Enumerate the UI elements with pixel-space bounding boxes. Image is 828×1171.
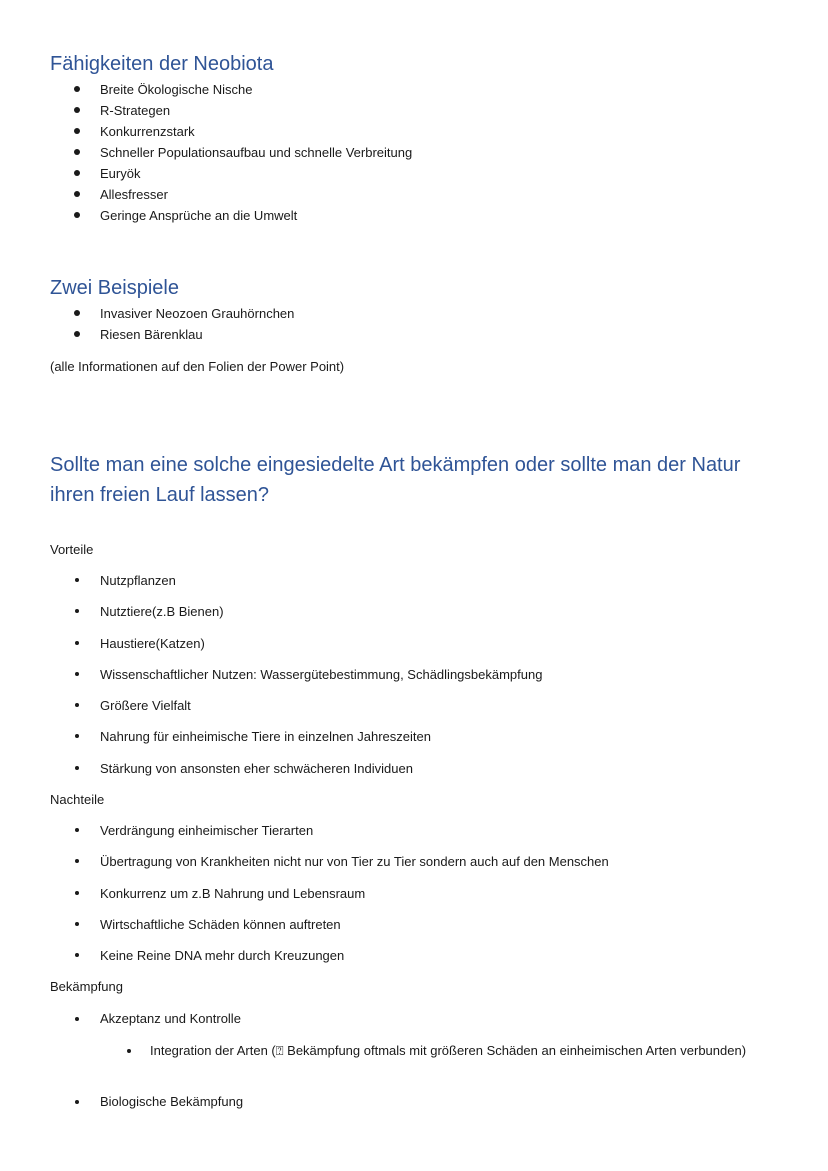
list-item — [0, 940, 828, 971]
list-beispiele — [0, 303, 828, 345]
list-item-text: Wirtschaftliche Schäden können auftreten — [100, 916, 341, 932]
bullet-icon — [74, 128, 80, 134]
bullet-icon — [74, 170, 80, 176]
list-item-text: Riesen Bärenklau — [100, 327, 203, 342]
list-item-text: Größere Vielfalt — [100, 698, 191, 714]
list-item — [0, 184, 828, 205]
label-vorteile: Vorteile — [50, 542, 94, 557]
bullet-icon — [75, 609, 79, 613]
list-item — [0, 753, 828, 784]
list-item — [0, 690, 828, 721]
list-item — [0, 303, 828, 324]
list-item-text: Akzeptanz und Kontrolle — [100, 1011, 241, 1026]
heading-beispiele: Zwei Beispiele — [50, 277, 179, 299]
list-item — [0, 121, 828, 142]
list-item-text: Wissenschaftlicher Nutzen: Wassergütebestimmung, Schädlingsbekämpfung — [100, 666, 543, 682]
list-item — [0, 878, 828, 909]
list-item-text: Stärkung von ansonsten eher schwächeren Individuen — [100, 760, 413, 776]
bullet-icon — [75, 859, 79, 863]
list-item-text: Keine Reine DNA mehr durch Kreuzungen — [100, 948, 345, 964]
list-item — [0, 79, 828, 100]
list-item — [0, 628, 828, 659]
bullet-icon — [74, 331, 80, 337]
list-nachteile — [0, 815, 828, 971]
list-item-text: Geringe Ansprüche an die Umwelt — [100, 208, 298, 223]
list-item — [0, 721, 828, 752]
note-powerpoint: (alle Informationen auf den Folien der Power Point) — [50, 359, 345, 374]
list-neobiota — [0, 79, 828, 226]
list-item — [0, 324, 828, 345]
bullet-icon — [74, 149, 80, 155]
sub-list-item-text: Integration der Arten (⍰ Bekämpfung oftmals mit größeren Schäden an einheimischen Arten verbunden) — [150, 1043, 747, 1058]
label-bekaempfung: Bekämpfung — [50, 979, 123, 994]
list-item — [0, 205, 828, 226]
bullet-icon — [75, 922, 79, 926]
list-item — [0, 846, 828, 877]
list-item-text: Haustiere(Katzen) — [100, 635, 205, 651]
list-item-text: Biologische Bekämpfung — [100, 1094, 244, 1109]
bullet-icon — [74, 212, 80, 218]
bullet-icon — [74, 107, 80, 113]
heading-neobiota: Fähigkeiten der Neobiota — [50, 53, 274, 75]
bullet-icon — [75, 766, 79, 770]
bullet-icon — [75, 891, 79, 895]
list-vorteile — [0, 565, 828, 784]
list-item-text: Konkurrenzstark — [100, 124, 195, 139]
bullet-icon — [75, 1100, 79, 1104]
list-item-text: Verdrängung einheimischer Tierarten — [100, 823, 314, 838]
list-item — [0, 565, 828, 596]
list-item — [0, 659, 828, 690]
list-item-text: Invasiver Neozoen Grauhörnchen — [100, 306, 295, 321]
bullet-icon — [127, 1049, 131, 1053]
list-item — [0, 163, 828, 184]
label-nachteile: Nachteile — [50, 792, 105, 807]
list-item-text: Konkurrenz um z.B Nahrung und Lebensraum — [100, 885, 366, 901]
bullet-icon — [75, 734, 79, 738]
bullet-icon — [74, 86, 80, 92]
list-item — [0, 815, 828, 846]
sub-list-item — [150, 1041, 750, 1061]
bullet-icon — [75, 1017, 79, 1021]
list-item-text: Nutzpflanzen — [100, 573, 176, 588]
bullet-icon — [75, 641, 79, 645]
heading-question: Sollte man eine solche eingesiedelte Art bekämpfen oder sollte man der Natur ihren freien Lauf lassen? — [50, 454, 741, 506]
list-item — [0, 596, 828, 627]
bullet-icon — [75, 578, 79, 582]
bullet-icon — [74, 191, 80, 197]
list-item-text: R-Strategen — [100, 103, 171, 118]
list-item — [100, 1009, 241, 1029]
list-item — [0, 909, 828, 940]
list-item — [0, 100, 828, 121]
list-item-text: Nutztiere(z.B Bienen) — [100, 604, 224, 620]
list-item-text: Allesfresser — [100, 187, 168, 202]
bullet-icon — [75, 828, 79, 832]
bullet-icon — [75, 672, 79, 676]
bullet-icon — [75, 953, 79, 957]
list-item-text: Schneller Populationsaufbau und schnelle Verbreitung — [100, 145, 413, 160]
list-item-text: Breite Ökologische Nische — [100, 82, 253, 97]
list-item — [100, 1092, 243, 1112]
list-item-text: Übertragung von Krankheiten nicht nur von Tier zu Tier sondern auch auf den Menschen — [100, 854, 609, 870]
bullet-icon — [75, 703, 79, 707]
list-item — [0, 142, 828, 163]
bullet-icon — [74, 310, 80, 316]
list-item-text: Euryök — [100, 166, 141, 181]
list-item-text: Nahrung für einheimische Tiere in einzelnen Jahreszeiten — [100, 729, 431, 745]
